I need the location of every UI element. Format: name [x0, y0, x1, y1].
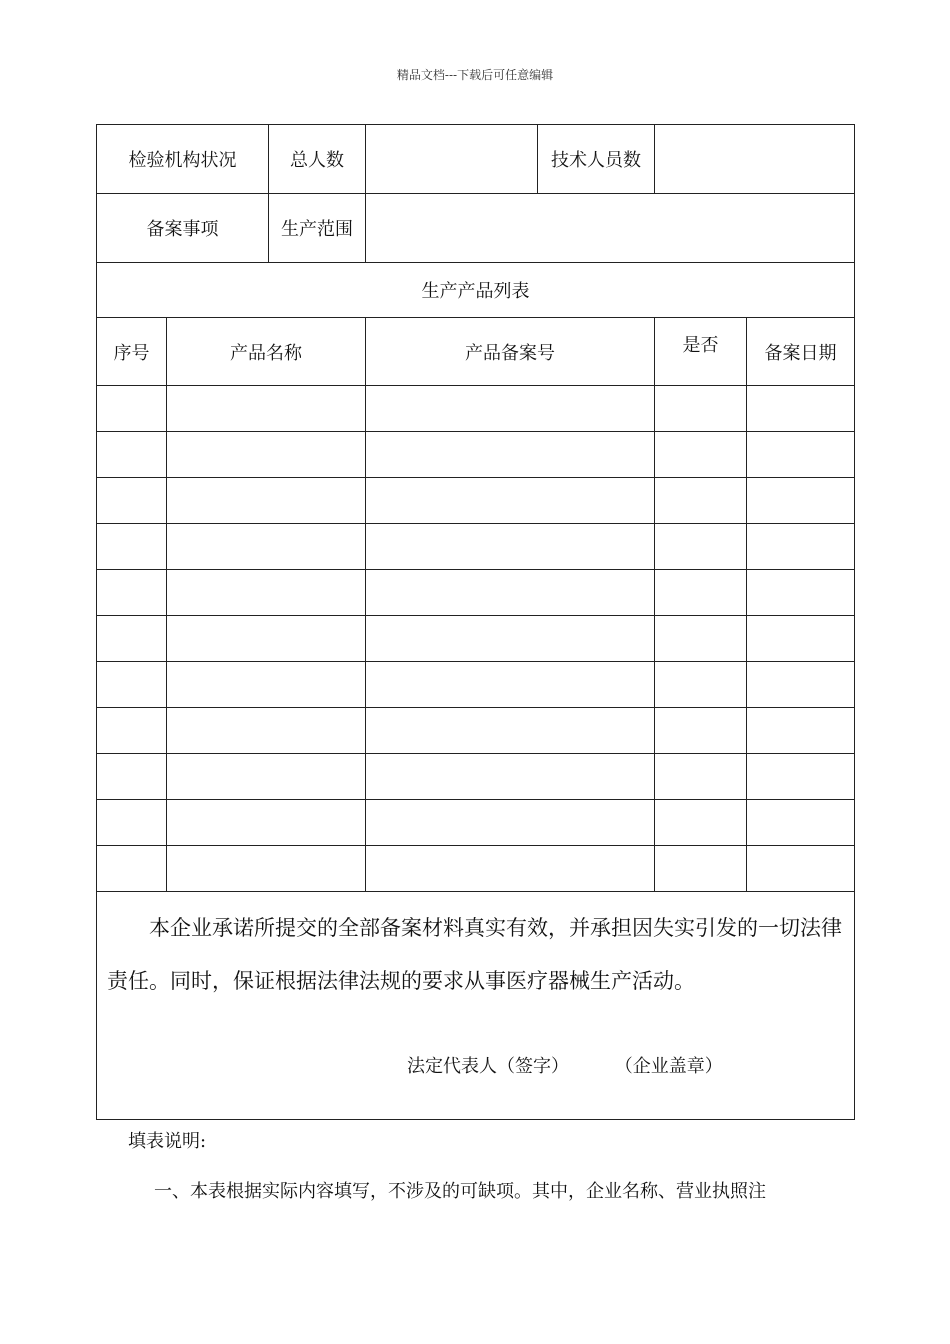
production-scope-field[interactable] — [366, 194, 855, 263]
table-row — [97, 662, 855, 708]
table-cell[interactable] — [747, 570, 855, 616]
table-cell[interactable] — [167, 708, 366, 754]
table-cell[interactable] — [655, 846, 747, 892]
table-cell[interactable] — [167, 662, 366, 708]
table-cell[interactable] — [97, 478, 167, 524]
table-row — [97, 616, 855, 662]
table-cell[interactable] — [97, 708, 167, 754]
table-cell[interactable] — [655, 800, 747, 846]
table-cell[interactable] — [655, 570, 747, 616]
inspection-label: 检验机构状况 — [97, 125, 269, 194]
table-cell[interactable] — [366, 386, 655, 432]
filing-form-table — [96, 124, 855, 1120]
notes-item: 一、本表根据实际内容填写，不涉及的可缺项。其中，企业名称、营业执照注 — [154, 1181, 766, 1202]
table-cell[interactable] — [97, 846, 167, 892]
table-cell[interactable] — [366, 524, 655, 570]
table-cell[interactable] — [655, 616, 747, 662]
table-cell[interactable] — [747, 800, 855, 846]
table-cell[interactable] — [747, 432, 855, 478]
table-cell[interactable] — [167, 478, 366, 524]
table-cell[interactable] — [167, 846, 366, 892]
table-cell[interactable] — [366, 478, 655, 524]
table-cell[interactable] — [747, 708, 855, 754]
table-row — [97, 754, 855, 800]
column-header: 备案日期 — [747, 318, 855, 386]
signature-line — [407, 1052, 723, 1078]
table-cell[interactable] — [97, 800, 167, 846]
table-row — [97, 432, 855, 478]
table-cell[interactable] — [97, 432, 167, 478]
production-scope-label: 生产范围 — [269, 194, 366, 263]
table-cell[interactable] — [747, 754, 855, 800]
table-cell[interactable] — [167, 754, 366, 800]
signature-label: 法定代表人（签字） — [407, 1056, 569, 1077]
table-cell[interactable] — [167, 570, 366, 616]
table-cell[interactable] — [167, 432, 366, 478]
table-cell[interactable] — [366, 616, 655, 662]
table-cell[interactable] — [366, 708, 655, 754]
pledge-section — [97, 892, 855, 1120]
table-cell[interactable] — [655, 432, 747, 478]
table-cell[interactable] — [97, 570, 167, 616]
table-cell[interactable] — [97, 386, 167, 432]
table-cell[interactable] — [655, 662, 747, 708]
table-cell[interactable] — [97, 754, 167, 800]
page-header: 精品文档---下载后可任意编辑 — [396, 68, 554, 82]
table-cell[interactable] — [167, 800, 366, 846]
column-header: 是否 — [655, 318, 747, 386]
table-cell[interactable] — [655, 524, 747, 570]
table-cell[interactable] — [747, 478, 855, 524]
table-cell[interactable] — [167, 386, 366, 432]
table-cell[interactable] — [366, 754, 655, 800]
table-cell[interactable] — [167, 524, 366, 570]
pledge-text: 本企业承诺所提交的全部备案材料真实有效，并承担因失实引发的一切法律责任。同时，保证根据法律法规的要求从事医疗器械生产活动。 — [107, 916, 842, 993]
table-cell[interactable] — [97, 616, 167, 662]
table-cell[interactable] — [366, 800, 655, 846]
table-row — [97, 708, 855, 754]
table-cell[interactable] — [167, 616, 366, 662]
table-cell[interactable] — [655, 754, 747, 800]
table-cell[interactable] — [747, 524, 855, 570]
table-row — [97, 800, 855, 846]
table-cell[interactable] — [655, 478, 747, 524]
table-cell[interactable] — [747, 846, 855, 892]
table-cell[interactable] — [747, 616, 855, 662]
table-row — [97, 846, 855, 892]
table-cell[interactable] — [366, 570, 655, 616]
table-row — [97, 524, 855, 570]
tech-staff-label: 技术人员数 — [538, 125, 655, 194]
table-cell[interactable] — [747, 386, 855, 432]
column-header: 产品名称 — [167, 318, 366, 386]
product-list-title: 生产产品列表 — [97, 263, 855, 318]
table-cell[interactable] — [97, 524, 167, 570]
table-row — [97, 386, 855, 432]
filing-item-label: 备案事项 — [97, 194, 269, 263]
table-cell[interactable] — [366, 432, 655, 478]
notes-title: 填表说明: — [128, 1131, 207, 1152]
column-header: 产品备案号 — [366, 318, 655, 386]
table-cell[interactable] — [747, 662, 855, 708]
table-row — [97, 478, 855, 524]
table-cell[interactable] — [97, 662, 167, 708]
tech-staff-field[interactable] — [655, 125, 855, 194]
column-header: 序号 — [97, 318, 167, 386]
table-cell[interactable] — [366, 846, 655, 892]
table-cell[interactable] — [655, 708, 747, 754]
total-people-field[interactable] — [366, 125, 538, 194]
seal-label: （企业盖章） — [614, 1056, 723, 1077]
table-row — [97, 570, 855, 616]
table-cell[interactable] — [366, 662, 655, 708]
table-cell[interactable] — [655, 386, 747, 432]
column-header-row — [97, 318, 855, 386]
total-people-label: 总人数 — [269, 125, 366, 194]
